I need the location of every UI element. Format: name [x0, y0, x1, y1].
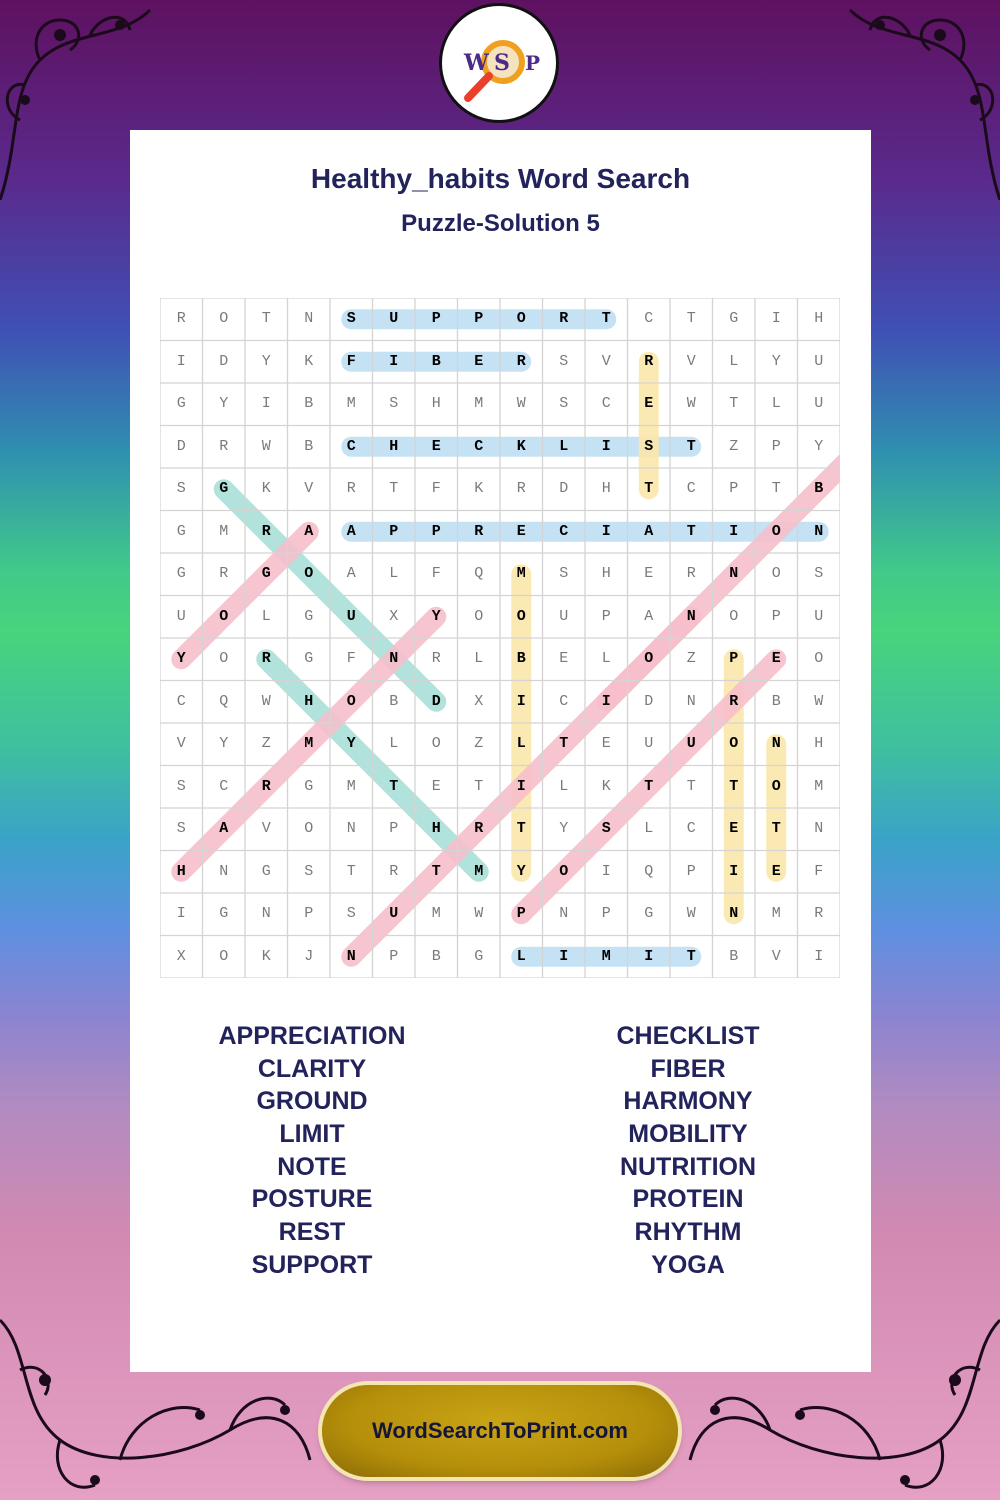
- grid-cell[interactable]: I: [601, 692, 611, 710]
- grid-cell[interactable]: I: [176, 352, 186, 370]
- grid-cell[interactable]: N: [346, 947, 356, 965]
- grid-cell[interactable]: G: [304, 650, 314, 667]
- grid-cell[interactable]: E: [516, 522, 526, 540]
- grid-cell[interactable]: C: [559, 692, 569, 710]
- word-list-item: CHECKLIST: [616, 1022, 760, 1050]
- grid-cell[interactable]: N: [261, 905, 271, 922]
- grid-cell[interactable]: I: [601, 862, 611, 880]
- grid-cell[interactable]: E: [474, 352, 484, 370]
- grid-cell[interactable]: Y: [346, 735, 356, 752]
- grid-cell[interactable]: B: [389, 692, 399, 710]
- grid-cell[interactable]: S: [814, 565, 824, 582]
- word-list-right: [538, 1020, 838, 1282]
- grid-cell[interactable]: T: [601, 310, 611, 327]
- grid-cell[interactable]: I: [601, 437, 611, 455]
- grid-cell[interactable]: Z: [686, 650, 696, 667]
- grid-cell[interactable]: T: [644, 480, 654, 497]
- grid-cell[interactable]: F: [431, 480, 441, 497]
- grid-cell[interactable]: G: [261, 565, 271, 582]
- grid-cell[interactable]: T: [771, 820, 781, 837]
- grid-cell[interactable]: Y: [261, 352, 271, 370]
- grid-cell[interactable]: V: [771, 947, 781, 965]
- grid-cell[interactable]: K: [516, 437, 526, 455]
- grid-cell[interactable]: Z: [729, 437, 739, 455]
- word-list-item: FIBER: [650, 1054, 726, 1083]
- grid-cell[interactable]: G: [176, 395, 186, 412]
- grid-cell[interactable]: O: [219, 947, 229, 965]
- grid-cell[interactable]: R: [261, 522, 271, 540]
- grid-cell[interactable]: G: [729, 310, 739, 327]
- grid-cell[interactable]: M: [601, 947, 611, 965]
- grid-cell[interactable]: H: [431, 820, 441, 837]
- grid-cell[interactable]: O: [346, 692, 356, 710]
- grid-cell[interactable]: C: [686, 820, 696, 837]
- grid-cell[interactable]: O: [474, 607, 484, 625]
- grid-cell[interactable]: B: [516, 650, 526, 667]
- grid-cell[interactable]: C: [474, 437, 484, 455]
- grid-cell[interactable]: R: [516, 352, 526, 370]
- grid-cell[interactable]: T: [261, 310, 271, 327]
- grid-cell[interactable]: H: [431, 395, 441, 412]
- grid-cell[interactable]: Q: [474, 565, 484, 582]
- grid-cell[interactable]: Z: [261, 735, 271, 752]
- grid-cell[interactable]: E: [559, 650, 569, 667]
- grid-cell[interactable]: T: [729, 395, 739, 412]
- grid-cell[interactable]: B: [304, 437, 314, 455]
- grid-cell[interactable]: L: [516, 947, 526, 965]
- grid-cell[interactable]: M: [346, 777, 356, 795]
- grid-cell[interactable]: U: [176, 607, 186, 625]
- grid-cell[interactable]: G: [474, 947, 484, 965]
- grid-cell[interactable]: N: [304, 310, 314, 327]
- grid-cell[interactable]: P: [729, 650, 739, 667]
- grid-cell[interactable]: L: [474, 650, 484, 667]
- grid-cell[interactable]: O: [304, 820, 314, 837]
- grid-cell[interactable]: E: [601, 735, 611, 752]
- grid-cell[interactable]: Y: [771, 352, 781, 370]
- grid-cell[interactable]: T: [686, 522, 696, 540]
- grid-cell[interactable]: E: [644, 565, 654, 582]
- grid-cell[interactable]: I: [771, 310, 781, 327]
- word-list-item: LIMIT: [279, 1120, 345, 1149]
- grid-cell[interactable]: R: [474, 522, 484, 540]
- grid-cell[interactable]: N: [771, 735, 781, 752]
- grid-cell[interactable]: G: [176, 522, 186, 540]
- grid-cell[interactable]: X: [176, 947, 186, 965]
- grid-cell[interactable]: B: [771, 692, 781, 710]
- grid-cell[interactable]: T: [389, 480, 399, 497]
- grid-cell[interactable]: U: [814, 352, 824, 370]
- grid-cell[interactable]: S: [304, 862, 314, 880]
- grid-cell[interactable]: U: [814, 607, 824, 625]
- grid-cell[interactable]: P: [601, 607, 611, 625]
- grid-cell[interactable]: E: [644, 395, 654, 412]
- grid-cell[interactable]: K: [304, 352, 314, 370]
- grid-cell[interactable]: T: [686, 947, 696, 965]
- grid-cell[interactable]: P: [389, 820, 399, 837]
- grid-cell[interactable]: F: [346, 650, 356, 667]
- grid-cell[interactable]: A: [644, 607, 654, 625]
- grid-cell[interactable]: T: [771, 480, 781, 497]
- grid-cell[interactable]: B: [304, 395, 314, 412]
- grid-cell[interactable]: Y: [219, 395, 229, 412]
- grid-cell[interactable]: O: [516, 310, 526, 327]
- word-list-item: NUTRITION: [619, 1152, 757, 1181]
- grid-cell[interactable]: T: [644, 777, 654, 795]
- grid-cell[interactable]: N: [686, 692, 696, 710]
- grid-cell[interactable]: L: [644, 820, 654, 837]
- grid-cell[interactable]: P: [771, 607, 781, 625]
- magnifier-icon: [442, 6, 556, 120]
- grid-cell[interactable]: S: [559, 352, 569, 370]
- grid-cell[interactable]: C: [644, 310, 654, 327]
- site-link-label: WordSearchToPrint.com: [372, 1418, 628, 1443]
- grid-cell[interactable]: H: [814, 735, 824, 752]
- grid-cell[interactable]: P: [771, 437, 781, 455]
- grid-cell[interactable]: S: [176, 480, 186, 497]
- page-subtitle: Puzzle-Solution 5: [401, 210, 600, 237]
- grid-cell[interactable]: M: [346, 395, 356, 412]
- grid-cell[interactable]: L: [389, 565, 399, 582]
- grid-cell[interactable]: T: [389, 777, 399, 795]
- grid-cell[interactable]: Y: [559, 820, 569, 837]
- word-list-item: HARMONY: [623, 1087, 753, 1116]
- grid-cell[interactable]: S: [601, 820, 611, 837]
- grid-cell[interactable]: O: [431, 735, 441, 752]
- grid-cell[interactable]: M: [771, 905, 781, 922]
- word-list-item: APPRECIATION: [218, 1022, 406, 1050]
- grid-cell[interactable]: M: [474, 395, 484, 412]
- grid-cell[interactable]: O: [516, 607, 526, 625]
- grid-cell[interactable]: R: [474, 820, 484, 837]
- grid-cell[interactable]: P: [389, 947, 399, 965]
- word-list-item: MOBILITY: [628, 1120, 748, 1149]
- grid-cell[interactable]: E: [771, 650, 781, 667]
- grid-cell[interactable]: T: [686, 310, 696, 327]
- grid-cell[interactable]: A: [346, 522, 356, 540]
- grid-cell[interactable]: U: [686, 735, 696, 752]
- grid-cell[interactable]: I: [516, 777, 526, 795]
- page-title: Healthy_habits Word Search: [310, 163, 691, 194]
- grid-cell[interactable]: T: [516, 820, 526, 837]
- grid-cell[interactable]: O: [304, 565, 314, 582]
- grid-cell[interactable]: W: [686, 905, 696, 922]
- grid-cell[interactable]: S: [644, 437, 654, 455]
- grid-cell[interactable]: M: [431, 905, 441, 922]
- grid-cell[interactable]: L: [559, 777, 569, 795]
- grid-cell[interactable]: I: [176, 905, 186, 922]
- grid-cell[interactable]: Y: [814, 437, 824, 455]
- logo-letter-s: S: [494, 50, 510, 76]
- grid-cell[interactable]: L: [559, 437, 569, 455]
- grid-cell[interactable]: J: [304, 947, 314, 965]
- word-list-item: RHYTHM: [634, 1218, 742, 1247]
- grid-cell[interactable]: Y: [219, 735, 229, 752]
- grid-cell[interactable]: I: [601, 522, 611, 540]
- grid-cell[interactable]: H: [814, 310, 824, 327]
- grid-cell[interactable]: O: [219, 310, 229, 327]
- grid-cell[interactable]: V: [261, 820, 271, 837]
- grid-cell[interactable]: C: [346, 437, 356, 455]
- grid-cell[interactable]: P: [516, 905, 526, 922]
- word-list-item: REST: [278, 1218, 346, 1247]
- grid-cell[interactable]: N: [814, 820, 824, 837]
- grid-cell[interactable]: N: [686, 607, 696, 625]
- grid-cell[interactable]: R: [219, 565, 229, 582]
- grid-cell[interactable]: O: [219, 607, 229, 625]
- logo-letter-w: W: [464, 50, 489, 76]
- grid-cell[interactable]: K: [474, 480, 484, 497]
- grid-cell[interactable]: O: [771, 777, 781, 795]
- grid-cell[interactable]: W: [474, 905, 484, 922]
- grid-cell[interactable]: P: [686, 862, 696, 880]
- grid-cell[interactable]: N: [559, 905, 569, 922]
- grid-cell[interactable]: T: [346, 862, 356, 880]
- grid-cell[interactable]: S: [559, 565, 569, 582]
- grid-cell[interactable]: L: [729, 352, 739, 370]
- grid-cell[interactable]: S: [176, 777, 186, 795]
- grid-cell[interactable]: R: [559, 310, 569, 327]
- grid-cell[interactable]: I: [814, 947, 824, 965]
- grid-cell[interactable]: N: [219, 862, 229, 880]
- grid-cell[interactable]: Q: [644, 862, 654, 880]
- grid-cell[interactable]: Z: [474, 735, 484, 752]
- grid-cell[interactable]: L: [601, 650, 611, 667]
- grid-cell[interactable]: R: [729, 692, 739, 710]
- grid-cell[interactable]: O: [771, 565, 781, 582]
- grid-cell[interactable]: I: [729, 862, 739, 880]
- grid-cell[interactable]: R: [261, 650, 271, 667]
- word-list-item: YOGA: [651, 1250, 725, 1279]
- logo-letter-p: P: [525, 51, 541, 75]
- grid-cell[interactable]: N: [389, 650, 399, 667]
- grid-cell[interactable]: O: [729, 607, 739, 625]
- word-list-item: POSTURE: [251, 1185, 373, 1214]
- grid-cell[interactable]: Y: [516, 862, 526, 880]
- grid-cell[interactable]: U: [389, 905, 399, 922]
- grid-cell[interactable]: K: [261, 480, 271, 497]
- grid-cell[interactable]: E: [729, 820, 739, 837]
- grid-cell[interactable]: M: [516, 565, 526, 582]
- word-list-item: CLARITY: [257, 1054, 367, 1083]
- grid-cell[interactable]: U: [346, 607, 356, 625]
- grid-cell[interactable]: M: [474, 862, 484, 880]
- grid-cell[interactable]: X: [474, 692, 484, 710]
- word-list-item: PROTEIN: [632, 1185, 744, 1214]
- grid-cell[interactable]: G: [304, 607, 314, 625]
- grid-cell[interactable]: R: [389, 862, 399, 880]
- grid-cell[interactable]: W: [814, 692, 824, 710]
- grid-cell[interactable]: D: [644, 692, 654, 710]
- grid-cell[interactable]: B: [729, 947, 739, 965]
- grid-cell[interactable]: P: [389, 522, 399, 540]
- grid-cell[interactable]: I: [261, 395, 271, 412]
- grid-cell[interactable]: I: [559, 947, 569, 965]
- grid-cell[interactable]: E: [431, 777, 441, 795]
- grid-cell[interactable]: H: [176, 862, 186, 880]
- grid-cell[interactable]: C: [686, 480, 696, 497]
- grid-cell[interactable]: N: [729, 565, 739, 582]
- grid-cell[interactable]: P: [304, 905, 314, 922]
- grid-cell[interactable]: N: [346, 820, 356, 837]
- grid-cell[interactable]: V: [176, 735, 186, 752]
- grid-cell[interactable]: A: [304, 522, 314, 540]
- grid-cell[interactable]: V: [304, 480, 314, 497]
- grid-cell[interactable]: A: [346, 565, 356, 582]
- grid-cell[interactable]: O: [729, 735, 739, 752]
- grid-cell[interactable]: K: [601, 777, 611, 795]
- grid-cell[interactable]: A: [219, 820, 229, 837]
- grid-cell[interactable]: H: [304, 692, 314, 710]
- grid-cell[interactable]: Y: [431, 607, 441, 625]
- word-list-left: [162, 1020, 462, 1282]
- grid-cell[interactable]: W: [516, 395, 526, 412]
- grid-cell[interactable]: G: [176, 565, 186, 582]
- grid-cell[interactable]: D: [559, 480, 569, 497]
- grid-cell[interactable]: C: [601, 395, 611, 412]
- grid-cell[interactable]: O: [771, 522, 781, 540]
- grid-cell[interactable]: L: [261, 607, 271, 625]
- grid-cell[interactable]: I: [389, 352, 399, 370]
- grid-cell[interactable]: D: [219, 352, 229, 370]
- grid-cell[interactable]: G: [304, 777, 314, 795]
- grid-cell[interactable]: D: [431, 692, 441, 710]
- grid-cell[interactable]: P: [729, 480, 739, 497]
- grid-cell[interactable]: L: [389, 735, 399, 752]
- grid-cell[interactable]: P: [431, 310, 441, 327]
- grid-cell[interactable]: T: [686, 777, 696, 795]
- grid-cell[interactable]: T: [474, 777, 484, 795]
- grid-cell[interactable]: S: [559, 395, 569, 412]
- grid-cell[interactable]: L: [771, 395, 781, 412]
- grid-cell[interactable]: U: [559, 607, 569, 625]
- grid-cell[interactable]: G: [644, 905, 654, 922]
- grid-cell[interactable]: I: [644, 947, 654, 965]
- grid-cell[interactable]: Q: [219, 692, 229, 710]
- grid-cell[interactable]: R: [431, 650, 441, 667]
- grid-cell[interactable]: G: [219, 480, 229, 497]
- grid-cell[interactable]: B: [431, 352, 441, 370]
- grid-cell[interactable]: R: [686, 565, 696, 582]
- word-list-item: SUPPORT: [251, 1250, 373, 1279]
- grid-cell[interactable]: S: [389, 395, 399, 412]
- grid-cell[interactable]: R: [261, 777, 271, 795]
- grid-cell[interactable]: G: [219, 905, 229, 922]
- grid-cell[interactable]: U: [389, 310, 399, 327]
- grid-cell[interactable]: T: [729, 777, 739, 795]
- grid-cell[interactable]: W: [261, 437, 271, 455]
- grid-cell[interactable]: P: [431, 522, 441, 540]
- grid-cell[interactable]: R: [814, 905, 824, 922]
- grid-cell[interactable]: P: [474, 310, 484, 327]
- grid-cell[interactable]: A: [644, 522, 654, 540]
- grid-cell[interactable]: N: [814, 522, 824, 540]
- grid-cell[interactable]: R: [346, 480, 356, 497]
- grid-cell[interactable]: P: [601, 905, 611, 922]
- grid-cell[interactable]: B: [431, 947, 441, 965]
- grid-cell[interactable]: H: [601, 565, 611, 582]
- grid-cell[interactable]: U: [644, 735, 654, 752]
- grid-cell[interactable]: L: [516, 735, 526, 752]
- grid-cell[interactable]: X: [389, 607, 399, 625]
- grid-cell[interactable]: F: [346, 352, 356, 370]
- grid-cell[interactable]: R: [644, 352, 654, 370]
- grid-cell[interactable]: O: [219, 650, 229, 667]
- site-link-button[interactable]: [322, 1385, 678, 1477]
- grid-cell[interactable]: S: [346, 905, 356, 922]
- grid-cell[interactable]: W: [686, 395, 696, 412]
- grid-cell[interactable]: V: [686, 352, 696, 370]
- grid-cell[interactable]: C: [219, 777, 229, 795]
- word-search-grid: [160, 298, 840, 978]
- grid-cell[interactable]: T: [431, 862, 441, 880]
- grid-cell[interactable]: R: [176, 310, 186, 327]
- grid-cell[interactable]: G: [261, 862, 271, 880]
- grid-cell[interactable]: F: [814, 862, 824, 880]
- grid-cell[interactable]: B: [814, 480, 824, 497]
- grid-cell[interactable]: I: [516, 692, 526, 710]
- grid-cell[interactable]: I: [729, 522, 739, 540]
- grid-cell[interactable]: M: [814, 777, 824, 795]
- grid-cell[interactable]: M: [304, 735, 314, 752]
- grid-cell[interactable]: H: [389, 437, 399, 455]
- grid-cell[interactable]: F: [431, 565, 441, 582]
- grid-cell[interactable]: U: [814, 395, 824, 412]
- grid-cell[interactable]: W: [261, 692, 271, 710]
- grid-cell[interactable]: Y: [176, 650, 186, 667]
- grid-cell[interactable]: C: [559, 522, 569, 540]
- grid-cell[interactable]: E: [431, 437, 441, 455]
- word-list-item: GROUND: [256, 1087, 368, 1116]
- grid-cell[interactable]: H: [601, 480, 611, 497]
- wsp-logo: [439, 3, 559, 123]
- grid-cell[interactable]: V: [601, 352, 611, 370]
- grid-cell[interactable]: C: [176, 692, 186, 710]
- grid-cell[interactable]: D: [176, 437, 186, 455]
- grid-cell[interactable]: O: [644, 650, 654, 667]
- grid-cell[interactable]: R: [219, 437, 229, 455]
- grid-cell[interactable]: S: [346, 310, 356, 327]
- grid-cell[interactable]: K: [261, 947, 271, 965]
- grid-cell[interactable]: O: [814, 650, 824, 667]
- grid-cell[interactable]: M: [219, 522, 229, 540]
- grid-cell[interactable]: T: [559, 735, 569, 752]
- grid-cell[interactable]: N: [729, 905, 739, 922]
- grid-cell[interactable]: O: [559, 862, 569, 880]
- word-list-item: NOTE: [277, 1152, 347, 1181]
- grid-cell[interactable]: T: [686, 437, 696, 455]
- grid-cell[interactable]: E: [771, 862, 781, 880]
- grid-cell[interactable]: R: [516, 480, 526, 497]
- grid-cell[interactable]: S: [176, 820, 186, 837]
